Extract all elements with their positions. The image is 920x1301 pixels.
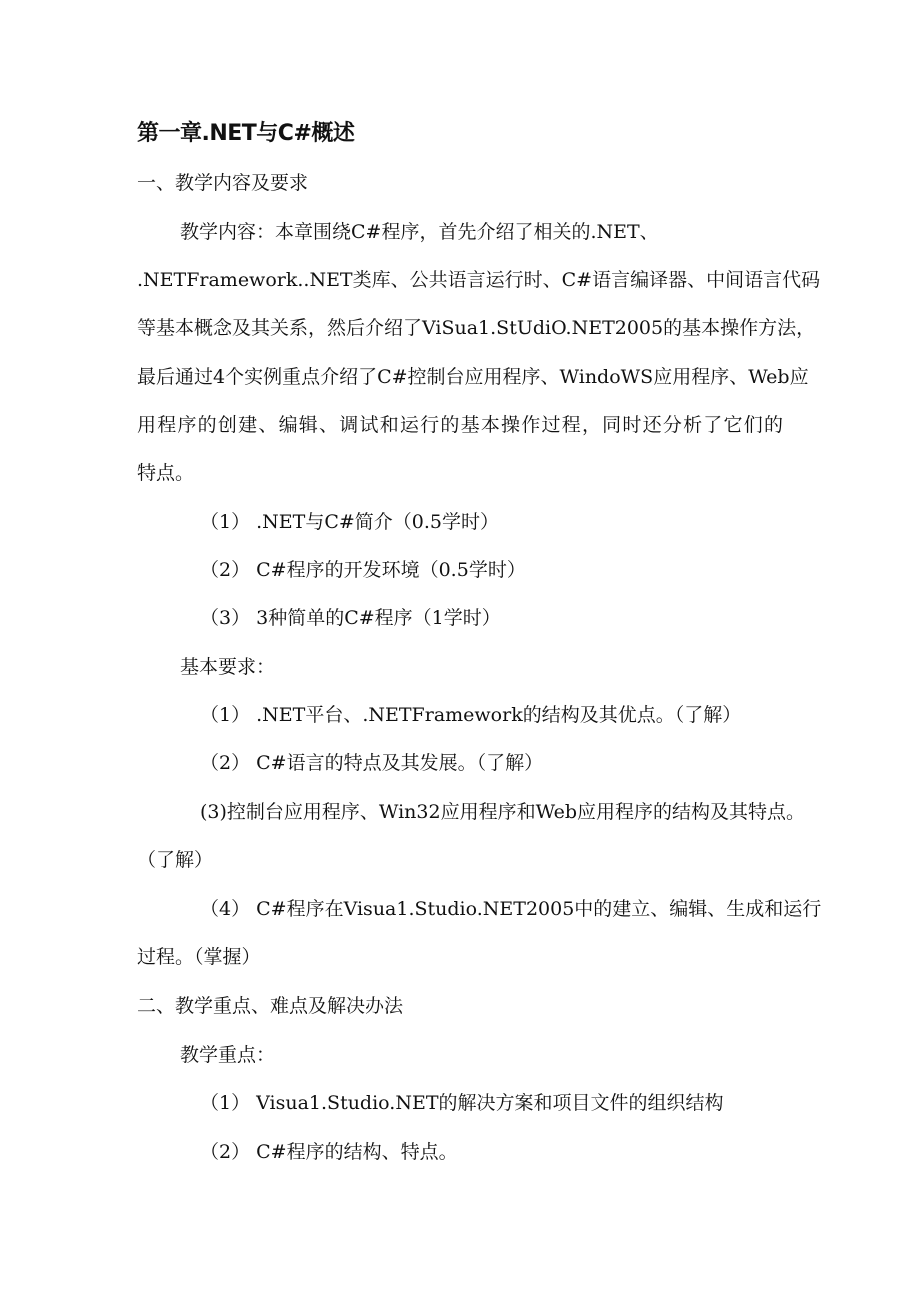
item-number: （3） — [200, 607, 251, 629]
item-number: （2） — [200, 1141, 251, 1163]
requirements-label: 基本要求： — [180, 656, 276, 678]
item-text: C#程序在Visua1.Studio.NET2005中的建立、编辑、生成和运行 — [256, 898, 822, 920]
content-item-2 — [200, 558, 526, 582]
item-text: C#程序的开发环境（0.5学时） — [256, 559, 526, 581]
item-text: Visua1.Studio.NET的解决方案和项目文件的组织结构 — [256, 1092, 724, 1114]
requirement-item-2 — [200, 751, 543, 775]
requirement-item-1 — [200, 703, 741, 727]
content-item-1 — [200, 510, 499, 534]
item-number: （2） — [200, 752, 251, 774]
requirement-item-3-line-2: （了解） — [137, 849, 214, 871]
item-number: （4） — [200, 898, 251, 920]
item-number: （1） — [200, 704, 251, 726]
item-text: 3种简单的C#程序（1学时） — [256, 607, 501, 629]
chapter-title: 第一章.NET与C#概述 — [137, 121, 355, 146]
item-number: （2） — [200, 559, 251, 581]
item-text: .NET平台、.NETFramework的结构及其优点。（了解） — [256, 704, 742, 726]
focus-item-1 — [200, 1091, 724, 1115]
focus-item-2 — [200, 1140, 458, 1164]
content-line-1: 教学内容：本章围绕C#程序，首先介绍了相关的.NET、 — [180, 221, 659, 243]
item-number: （1） — [200, 511, 251, 533]
content-line-4: 最后通过4个实例重点介绍了C#控制台应用程序、WindoWS应用程序、Web应 — [137, 366, 809, 388]
requirement-item-4-line-1 — [200, 897, 821, 921]
section2-heading: 二、教学重点、难点及解决办法 — [137, 995, 404, 1017]
requirement-item-3-line-1: (3)控制台应用程序、Win32应用程序和Web应用程序的结构及其特点。 — [200, 801, 805, 823]
content-line-2: .NETFramework..NET类库、公共语言运行时、C#语言编译器、中间语言代码 — [137, 269, 821, 291]
content-line-3: 等基本概念及其关系，然后介绍了ViSua1.StUdiO.NET2005的基本操作方法， — [137, 317, 816, 339]
section1-heading: 一、教学内容及要求 — [137, 172, 309, 194]
item-text: C#程序的结构、特点。 — [256, 1141, 458, 1163]
content-line-6: 特点。 — [137, 462, 195, 484]
item-number: （1） — [200, 1092, 251, 1114]
item-text: .NET与C#简介（0.5学时） — [256, 511, 500, 533]
content-item-3 — [200, 606, 501, 630]
content-line-5: 用程序的创建、编辑、调试和运行的基本操作过程，同时还分析了它们的 — [137, 414, 783, 436]
item-text: C#语言的特点及其发展。（了解） — [256, 752, 544, 774]
focus-label: 教学重点： — [180, 1044, 276, 1066]
requirement-item-4-line-2: 过程。（掌握） — [137, 946, 261, 968]
